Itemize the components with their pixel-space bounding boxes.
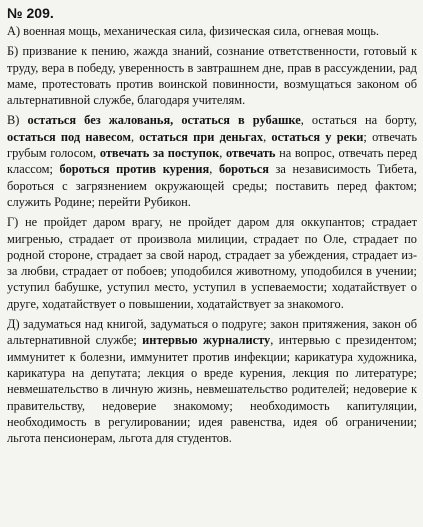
paragraph-c-text: на вопрос, отвечать перед классом; (7, 146, 417, 177)
paragraph-e (7, 316, 417, 446)
paragraph-c-text: за независимость Тибета, бороться с загрязнением окружающей среды; поставить перед фактом; служить Родине; перейти Рубикон. (7, 162, 417, 209)
paragraph-c-text: , (130, 129, 140, 144)
paragraph-e-text: Д) задуматься над книгой, задуматься о подруге; закон притяжения, закон об альтернативной службе; (7, 317, 417, 348)
paragraph-c-bold: остаться при деньгах (139, 129, 264, 144)
paragraph-c-text: , (219, 146, 226, 161)
paragraph-c-bold: бороться (218, 162, 269, 177)
paragraph-c-bold: остаться у реки (271, 129, 364, 144)
paragraph-e-text: , интервью с президентом; иммунитет к болезни, иммунитет против инфекции; карикатура художника, карикатура на депутата; лекция о вреде курения, лекция по литературе; невмешательство в личную жизнь, невмешательство родителей; недоверие к правительству, недоверие знакомому; необходимость капитуляции, необходимость в регулировании; идея равенства, идея об ограничении; льгота пенсионерам, льгота для студентов. (7, 333, 417, 446)
paragraph-c-text: , остаться на борту, (300, 113, 417, 128)
paragraph-a: А) военная мощь, механическая сила, физическая сила, огневая мощь. (7, 24, 379, 38)
paragraph-b: Б) призвание к пению, жажда знаний, сознание ответственности, готовый к труду, вера в победу, уверенность в завтрашнем дне, прав в рассуждении, рад маме, протестовать против воинской повинности, возмущаться законом об альтернативной службе, благодаря учителям. (7, 44, 417, 108)
exercise-number: № 209. (7, 5, 54, 21)
paragraph-c-bold: остаться под навесом (7, 129, 131, 144)
paragraph-c-bold: остаться без жалованья, остаться в рубашке (27, 113, 301, 128)
paragraph-c-bold: отвечать за поступок (99, 146, 220, 161)
paragraph-d: Г) не пройдет даром врагу, не пройдет даром для оккупантов; страдает мигренью, страдает от произвола милиции, страдает по Оле, страдает по родной стороне, страдает за свой народ, страдает за убеждения, страдает из-за любви, страдает от побоев; уподобился животному, уподобился в учении; уступил бабушке, уступил место, уступил в успеваемости; ходатайствует о друге, ходатайствует о повышении, ходатайствует за знакомого. (7, 215, 417, 311)
paragraph-c-text: ; отвечать грубым голосом, (7, 129, 417, 161)
paragraph-c-bold: бороться против курения (59, 162, 210, 177)
paragraph-c (7, 112, 417, 210)
paragraph-c-text: В) (7, 113, 28, 128)
paragraph-e-bold: интервью журналисту (142, 333, 271, 348)
paragraph-c-bold: отвечать (225, 146, 276, 161)
paragraph-c-text: , (209, 162, 219, 177)
paragraph-c-text: , (263, 129, 272, 144)
